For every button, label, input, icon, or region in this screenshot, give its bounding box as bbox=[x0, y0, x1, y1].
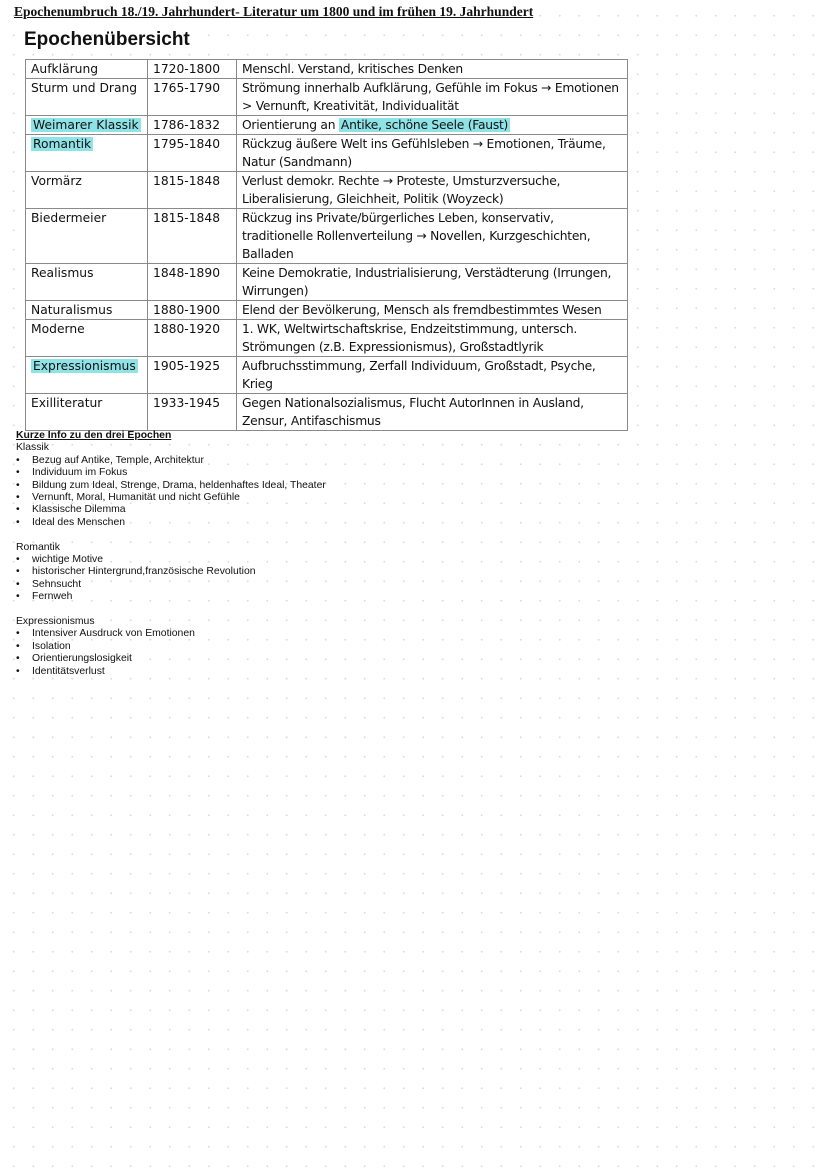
table-row bbox=[26, 79, 628, 116]
list-item: • Sehnsucht bbox=[16, 579, 326, 591]
table-row bbox=[26, 209, 628, 264]
list-item: • Bezug auf Antike, Temple, Architektur bbox=[16, 455, 326, 467]
list-item: • wichtige Motive bbox=[16, 554, 326, 566]
list-item: • Ideal des Menschen bbox=[16, 517, 326, 529]
table-row bbox=[26, 135, 628, 172]
info-group-heading: Klassik bbox=[16, 442, 49, 454]
epoch-description: Menschl. Verstand, kritisches Denken bbox=[242, 62, 463, 76]
info-group-heading: Romantik bbox=[16, 541, 60, 553]
epoch-period: 1795-1840 bbox=[148, 135, 237, 172]
table-row bbox=[26, 60, 628, 79]
epoch-description: Rückzug äußere Welt ins Gefühlsleben → Emotionen, Träume, Natur (Sandmann) bbox=[242, 137, 606, 169]
epoch-period: 1880-1920 bbox=[148, 320, 237, 357]
epoch-name-cell bbox=[26, 172, 148, 209]
info-group-heading: Expressionismus bbox=[16, 616, 95, 628]
list-item: • Individuum im Fokus bbox=[16, 467, 326, 479]
epoch-description: Verlust demokr. Rechte → Proteste, Umsturzversuche, Liberalisierung, Gleichheit, Politik (Woyzeck) bbox=[242, 174, 561, 206]
list-item: • Orientierungslosigkeit bbox=[16, 653, 326, 665]
table-row bbox=[26, 301, 628, 320]
list-item: • Identitätsverlust bbox=[16, 666, 326, 678]
info-groups bbox=[16, 442, 326, 678]
epoch-name: Realismus bbox=[31, 266, 94, 280]
info-bullet-list bbox=[16, 554, 326, 604]
document-title: Epochenumbruch 18./19. Jahrhundert- Literatur um 1800 und im frühen 19. Jahrhundert bbox=[14, 4, 534, 19]
epoch-description: Strömung innerhalb Aufklärung, Gefühle im Fokus → Emotionen > Vernunft, Kreativität, Individualität bbox=[242, 81, 619, 113]
epoch-name: Moderne bbox=[31, 322, 85, 336]
epoch-description-cell bbox=[237, 320, 628, 357]
epoch-description-cell bbox=[237, 264, 628, 301]
epoch-description-cell bbox=[237, 60, 628, 79]
list-item: • historischer Hintergrund,französische Revolution bbox=[16, 566, 326, 578]
list-item: • Fernweh bbox=[16, 591, 326, 603]
epoch-description-cell bbox=[237, 135, 628, 172]
epoch-description: Rückzug ins Private/bürgerliches Leben, konservativ, traditionelle Rollenverteilung → Novellen, Kurzgeschichten, Balladen bbox=[242, 211, 591, 261]
epoch-name-cell bbox=[26, 357, 148, 394]
list-item: • Intensiver Ausdruck von Emotionen bbox=[16, 628, 326, 640]
table-row bbox=[26, 357, 628, 394]
epoch-overview-table bbox=[25, 59, 628, 431]
info-group bbox=[16, 542, 326, 604]
epoch-name: Sturm und Drang bbox=[31, 81, 138, 95]
epoch-period: 1815-1848 bbox=[148, 172, 237, 209]
table-row bbox=[26, 264, 628, 301]
epoch-description-cell bbox=[237, 394, 628, 431]
list-item: • Vernunft, Moral, Humanität und nicht Gefühle bbox=[16, 492, 326, 504]
epoch-name: Biedermeier bbox=[31, 211, 107, 225]
info-section bbox=[16, 430, 326, 690]
list-item: • Isolation bbox=[16, 641, 326, 653]
epoch-description: Elend der Bevölkerung, Mensch als fremdbestimmtes Wesen bbox=[242, 303, 602, 317]
info-group bbox=[16, 616, 326, 678]
epoch-description: Keine Demokratie, Industrialisierung, Verstädterung (Irrungen, Wirrungen) bbox=[242, 266, 612, 298]
epoch-description-cell bbox=[237, 172, 628, 209]
epoch-name-cell bbox=[26, 209, 148, 264]
epoch-name-cell bbox=[26, 301, 148, 320]
epoch-description-highlighted: Antike, schöne Seele (Faust) bbox=[340, 118, 509, 132]
epoch-period: 1848-1890 bbox=[148, 264, 237, 301]
epoch-description: Aufbruchsstimmung, Zerfall Individuum, Großstadt, Psyche, Krieg bbox=[242, 359, 596, 391]
epoch-name-cell bbox=[26, 60, 148, 79]
epoch-name: Exilliteratur bbox=[31, 396, 103, 410]
epoch-period: 1765-1790 bbox=[148, 79, 237, 116]
epoch-name: Vormärz bbox=[31, 174, 82, 188]
epoch-table-body bbox=[26, 60, 628, 431]
epoch-description-plain: Orientierung an bbox=[242, 118, 339, 132]
epoch-name: Aufklärung bbox=[31, 62, 99, 76]
info-group bbox=[16, 442, 326, 529]
epoch-name-cell bbox=[26, 116, 148, 135]
epoch-name: Weimarer Klassik bbox=[33, 118, 139, 132]
info-bullet-list bbox=[16, 455, 326, 529]
overview-heading: Epochenübersicht bbox=[24, 29, 190, 50]
epoch-name-cell bbox=[26, 264, 148, 301]
list-item: • Klassische Dilemma bbox=[16, 504, 326, 516]
epoch-period: 1905-1925 bbox=[148, 357, 237, 394]
epoch-description-cell bbox=[237, 357, 628, 394]
epoch-description-cell bbox=[237, 116, 628, 135]
epoch-period: 1933-1945 bbox=[148, 394, 237, 431]
epoch-name-cell bbox=[26, 320, 148, 357]
epoch-period: 1815-1848 bbox=[148, 209, 237, 264]
info-title: Kurze Info zu den drei Epochen bbox=[16, 430, 172, 441]
epoch-name-cell bbox=[26, 135, 148, 172]
epoch-description-cell bbox=[237, 209, 628, 264]
epoch-period: 1720-1800 bbox=[148, 60, 237, 79]
table-row bbox=[26, 172, 628, 209]
epoch-name: Expressionismus bbox=[33, 359, 136, 373]
epoch-period: 1786-1832 bbox=[148, 116, 237, 135]
table-row bbox=[26, 320, 628, 357]
epoch-name-cell bbox=[26, 79, 148, 116]
info-bullet-list bbox=[16, 628, 326, 678]
epoch-period: 1880-1900 bbox=[148, 301, 237, 320]
epoch-description: 1. WK, Weltwirtschaftskrise, Endzeitstimmung, untersch. Strömungen (z.B. Expressionismus), Großstadtlyrik bbox=[242, 322, 578, 354]
epoch-name: Naturalismus bbox=[31, 303, 113, 317]
epoch-description-cell bbox=[237, 79, 628, 116]
epoch-name-cell bbox=[26, 394, 148, 431]
epoch-description: Gegen Nationalsozialismus, Flucht AutorInnen in Ausland, Zensur, Antifaschismus bbox=[242, 396, 584, 428]
list-item: • Bildung zum Ideal, Strenge, Drama, heldenhaftes Ideal, Theater bbox=[16, 480, 326, 492]
table-row bbox=[26, 116, 628, 135]
epoch-name: Romantik bbox=[33, 137, 92, 151]
table-row bbox=[26, 394, 628, 431]
epoch-description-cell bbox=[237, 301, 628, 320]
